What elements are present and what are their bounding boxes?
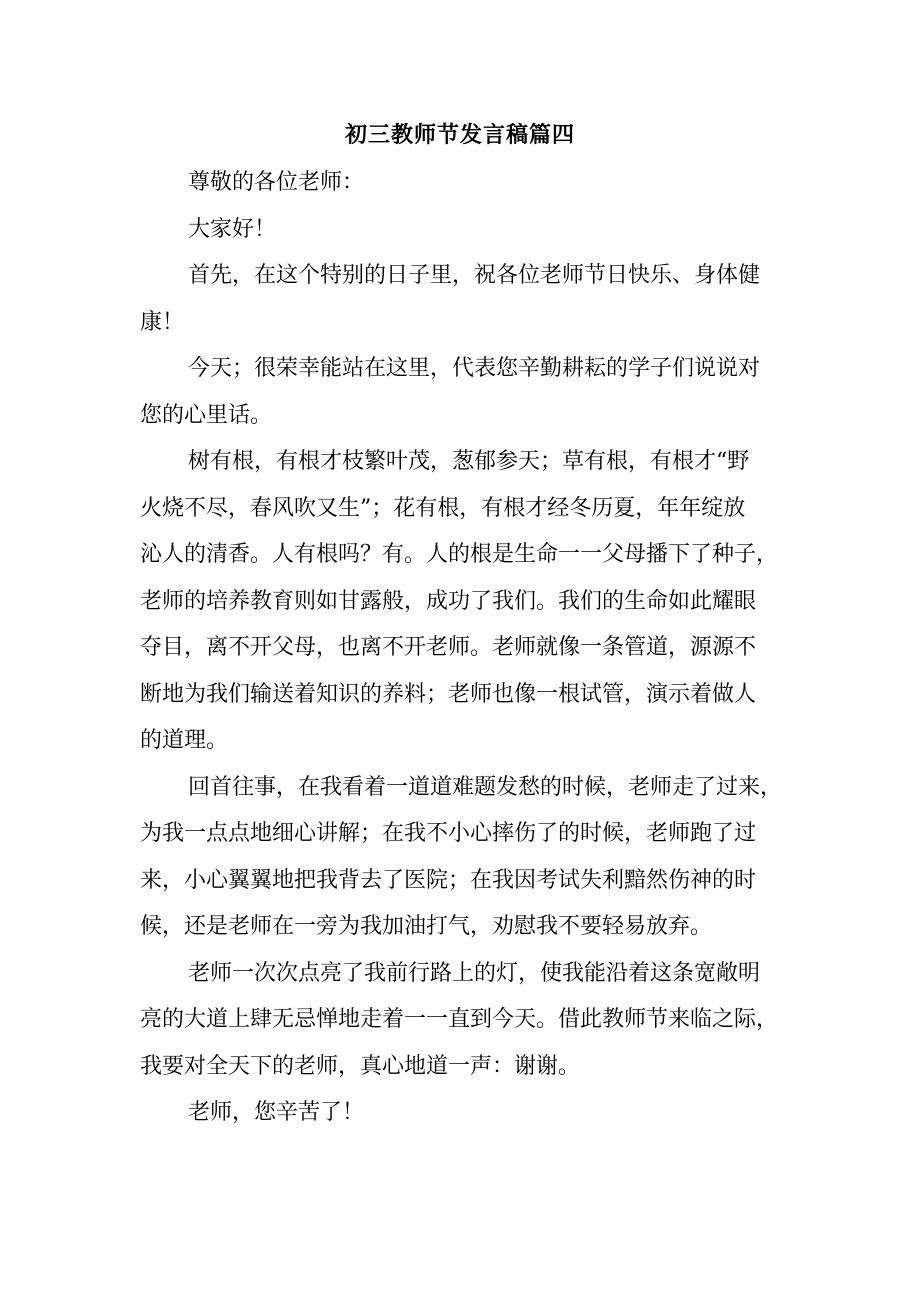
text-line: 回首往事，在我看着一道道难题发愁的时候，老师走了过来，	[188, 774, 783, 800]
paragraph-roots	[140, 439, 780, 765]
text-line: 沁人的清香。人有根吗？有。人的根是生命一一父母播下了种子，	[140, 542, 779, 567]
text-line: 您的心里话。	[140, 402, 273, 428]
text-line: 尊敬的各位老师：	[188, 170, 365, 195]
paragraph-closing	[140, 1090, 780, 1137]
text-line: 夺目，离不开父母，也离不开老师。老师就像一条管道，源源不	[140, 635, 757, 660]
text-line: 康！	[140, 309, 185, 335]
document-title: 初三教师节发言稿篇四	[344, 122, 575, 148]
paragraph-greeting	[140, 207, 780, 254]
text-line: 老师的培养教育则如甘露般，成功了我们。我们的生命如此耀眼	[140, 588, 757, 614]
paragraph-thanks	[140, 951, 780, 1091]
text-line: 老师一次次点亮了我前行路上的灯，使我能沿着这条宽敞明	[188, 960, 761, 986]
document-body	[140, 160, 783, 1137]
text-line: 亮的大道上肆无忌惮地走着一一直到今天。借此教师节来临之际，	[140, 1007, 779, 1032]
text-line: 树有根，有根才枝繁叶茂，葱郁参天；草有根，有根才“野	[188, 449, 750, 474]
text-line: 老师，您辛苦了！	[188, 1100, 365, 1125]
text-line: 的道理。	[140, 728, 229, 753]
paragraph-honor	[140, 346, 780, 439]
paragraph-memories	[140, 765, 783, 951]
text-line: 大家好！	[188, 216, 277, 242]
text-line: 候，还是老师在一旁为我加油打气，劝慰我不要轻易放弃。	[140, 914, 713, 939]
text-line: 今天；很荣幸能站在这里，代表您辛勤耕耘的学子们说说对	[188, 356, 761, 381]
text-line: 为我一点点地细心讲解；在我不小心摔伤了的时候，老师跑了过	[140, 821, 757, 846]
text-line: 首先，在这个特别的日子里，祝各位老师节日快乐、身体健	[188, 263, 761, 288]
paragraph-wishes	[140, 253, 780, 346]
text-line: 断地为我们输送着知识的养料；老师也像一根试管，演示着做人	[140, 681, 757, 707]
text-line: 我要对全天下的老师，真心地道一声：谢谢。	[140, 1053, 581, 1079]
paragraph-salutation	[140, 160, 780, 207]
text-line: 火烧不尽，春风吹又生”；花有根，有根才经冬历夏，年年绽放	[140, 495, 746, 521]
text-line: 来，小心翼翼地把我背去了医院；在我因考试失利黯然伤神的时	[140, 867, 757, 893]
